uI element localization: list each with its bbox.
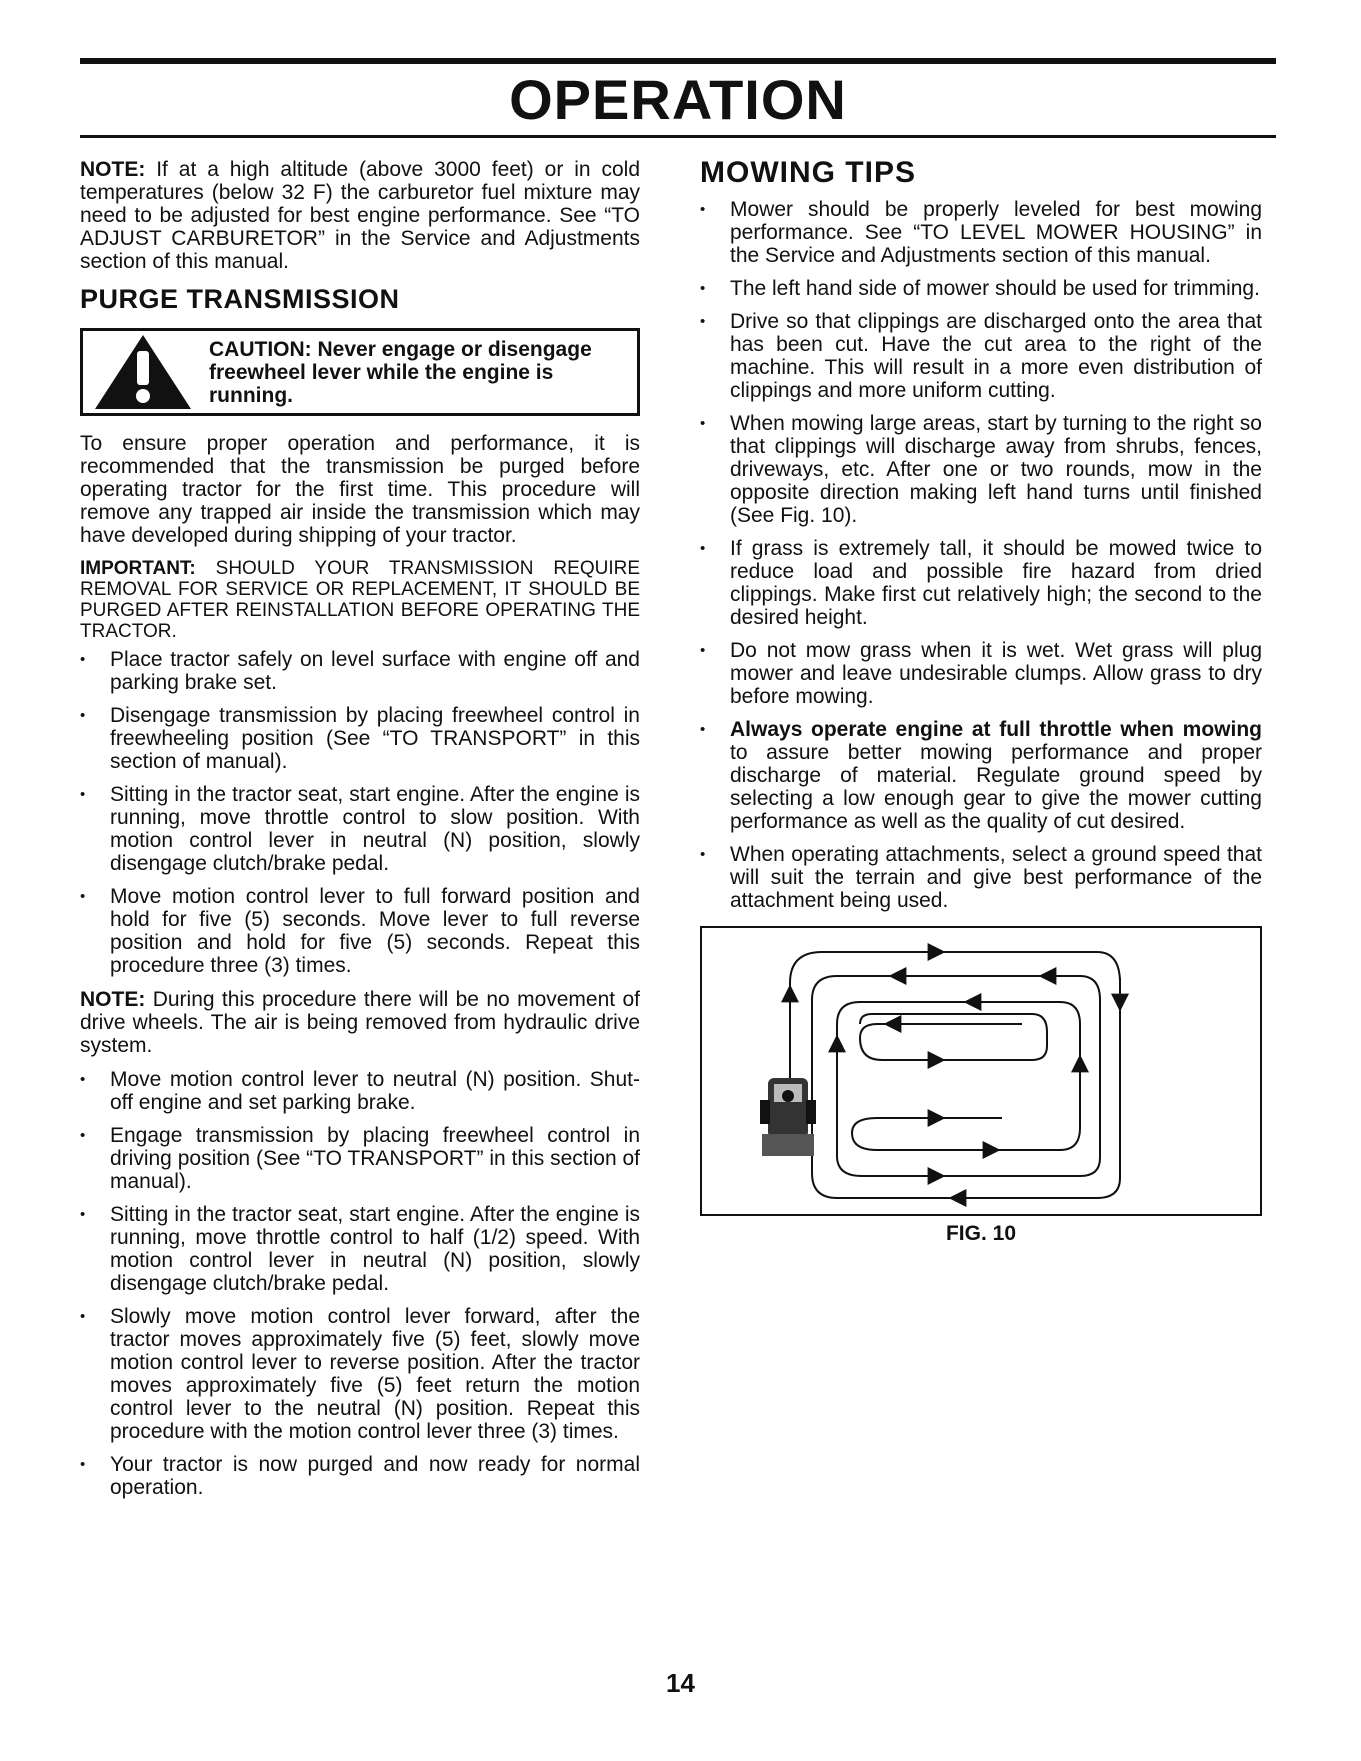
purge-steps-b xyxy=(80,1068,640,1499)
purge-intro: To ensure proper operation and performance, it is recommended that the transmission be purged before operating tractor for the first time. This procedure will remove any trapped air inside the transmission which may have developed during shipping of your tractor. xyxy=(80,432,640,547)
mowing-pattern-diagram xyxy=(702,928,1260,1214)
mowing-tips-heading: MOWING TIPS xyxy=(700,156,916,189)
list-item: • When mowing large areas, start by turning to the right so that clippings will discharge away from shrubs, fences, driveways, etc. After one or two rounds, mow in the opposite direction making left hand turns until finished (See Fig. 10). xyxy=(700,412,1262,527)
list-item: • Disengage transmission by placing freewheel control in freewheeling position (See “TO TRANSPORT” in this section of manual). xyxy=(80,704,640,773)
mowing-tips-list xyxy=(700,198,1262,912)
mowing-pattern-figure xyxy=(700,926,1262,1216)
list-item: • Mower should be properly leveled for best mowing performance. See “TO LEVEL MOWER HOUSING” in the Service and Adjustments section of this manual. xyxy=(700,198,1262,267)
list-item: • Engage transmission by placing freewheel control in driving position (See “TO TRANSPORT” in this section of manual). xyxy=(80,1124,640,1193)
caution-box xyxy=(80,328,640,416)
list-item: • Drive so that clippings are discharged onto the area that has been cut. Have the cut area to the right of the machine. This will result in a more even distribution of clippings and more uniform cutting. xyxy=(700,310,1262,402)
right-column xyxy=(700,158,1262,1245)
list-item: • Sitting in the tractor seat, start engine. After the engine is running, move throttle control to half (1/2) speed. With motion control lever in neutral (N) position, slowly disengage clutch/brake pedal. xyxy=(80,1203,640,1295)
caution-text: CAUTION: Never engage or disengage freewheel lever while the engine is running. xyxy=(209,337,592,407)
list-item: • Move motion control lever to full forward position and hold for five (5) seconds. Move lever to full reverse position and hold for five (5) seconds. Repeat this procedure three (3) times. xyxy=(80,885,640,977)
purge-steps-a xyxy=(80,648,640,977)
list-item: • Slowly move motion control lever forward, after the tractor moves approximately five (5) feet, slowly move motion control lever to reverse position. After the tractor moves approximately five (5) feet return the motion control lever to the neutral (N) position. Repeat this procedure with the motion control lever three (3) times. xyxy=(80,1305,640,1443)
purge-transmission-heading: PURGE TRANSMISSION xyxy=(80,284,400,314)
warning-triangle-icon xyxy=(93,333,193,411)
list-item: • The left hand side of mower should be used for trimming. xyxy=(700,277,1262,300)
top-rule xyxy=(80,58,1276,64)
list-item: • Sitting in the tractor seat, start engine. After the engine is running, move throttle control to slow position. With motion control lever in neutral (N) position, slowly disengage clutch/brake pedal. xyxy=(80,783,640,875)
tractor-icon xyxy=(760,1078,816,1156)
list-item: • Do not mow grass when it is wet. Wet grass will plug mower and leave undesirable clumps. Allow grass to dry before mowing. xyxy=(700,639,1262,708)
figure-caption: FIG. 10 xyxy=(945,1222,1017,1245)
page-title: OPERATION xyxy=(509,68,847,131)
list-item: • Always operate engine at full throttle when mowing to assure better mowing performance and proper discharge of material. Regulate ground speed by selecting a low enough gear to give the mower cutting performance as well as the quality of cut desired. xyxy=(700,718,1262,833)
list-item: • Your tractor is now purged and now ready for normal operation. xyxy=(80,1453,640,1499)
list-item: • If grass is extremely tall, it should be mowed twice to reduce load and possible fire hazard from dried clippings. Make first cut relatively high; the second to the desired height. xyxy=(700,537,1262,629)
list-item: • When operating attachments, select a ground speed that will suit the terrain and give best performance of the attachment being used. xyxy=(700,843,1262,912)
list-item: • Place tractor safely on level surface with engine off and parking brake set. xyxy=(80,648,640,694)
page-number: 14 xyxy=(666,1668,695,1698)
drive-wheels-note: NOTE: During this procedure there will be no movement of drive wheels. The air is being removed from hydraulic drive system. xyxy=(80,988,640,1057)
list-item: • Move motion control lever to neutral (N) position. Shut-off engine and set parking brake. xyxy=(80,1068,640,1114)
left-column xyxy=(80,158,640,1510)
title-underline xyxy=(80,135,1276,138)
altitude-note: NOTE: If at a high altitude (above 3000 feet) or in cold temperatures (below 32 F) the carburetor fuel mixture may need to be adjusted for best engine performance. See “TO ADJUST CARBURETOR” in the Service and Adjustments section of this manual. xyxy=(80,158,640,273)
important-notice: IMPORTANT: SHOULD YOUR TRANSMISSION REQUIRE REMOVAL FOR SERVICE OR REPLACEMENT, IT SHOULD BE PURGED AFTER REINSTALLATION BEFORE OPERATING THE TRACTOR. xyxy=(80,558,640,642)
